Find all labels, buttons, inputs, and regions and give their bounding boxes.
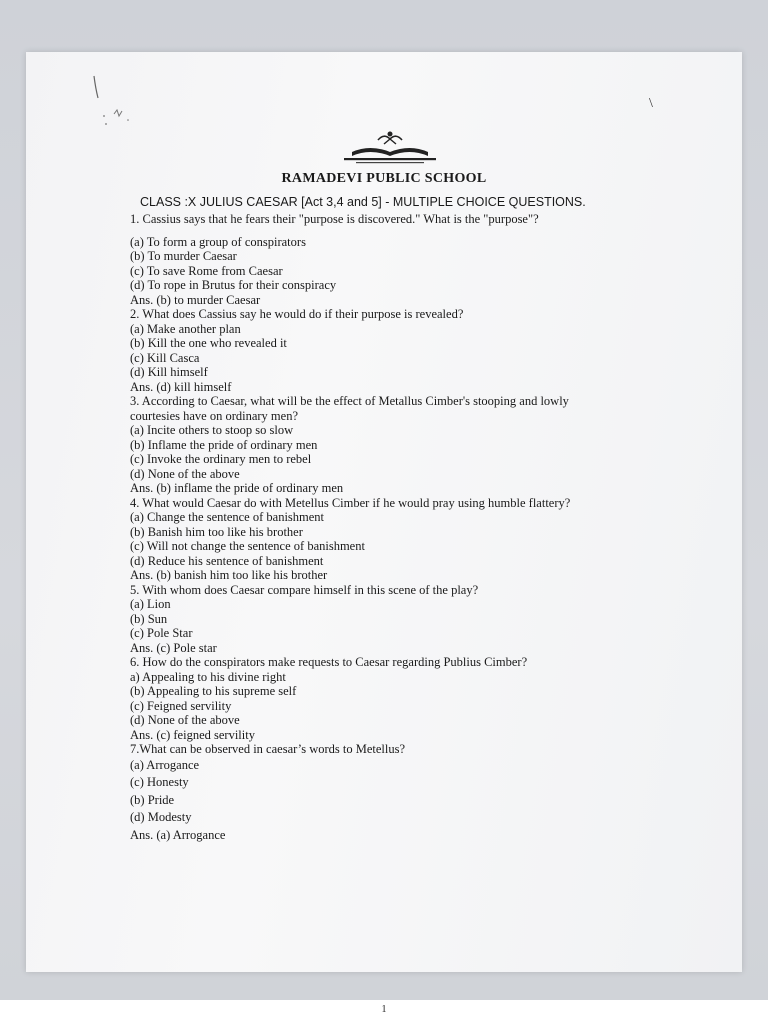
- text-line: (b) Appealing to his supreme self: [130, 684, 297, 698]
- text-line: (a) Incite others to stoop so slow: [130, 423, 294, 437]
- text-line: courtesies have on ordinary men?: [130, 408, 298, 423]
- text-line: (c) Kill Casca: [130, 350, 200, 365]
- text-line: Ans. (c) feigned servility: [130, 727, 255, 742]
- question-list: [130, 212, 650, 844]
- text-line: 3. According to Caesar, what will be the effect of Metallus Cimber's stooping and lowly: [130, 394, 569, 408]
- school-title: RAMADEVI PUBLIC SCHOOL: [281, 171, 487, 186]
- text-line: (b) Kill the one who revealed it: [130, 336, 287, 350]
- text-line: (b) Sun: [130, 611, 168, 626]
- text-line: Ans. (a) Arrogance: [130, 827, 226, 842]
- text-line: 6. How do the conspirators make requests to Caesar regarding Publius Cimber?: [130, 655, 528, 669]
- text-line: Ans. (b) to murder Caesar: [130, 292, 261, 307]
- text-line: 7.What can be observed in caesar’s words to Metellus?: [130, 742, 406, 756]
- text-line: a) Appealing to his divine right: [130, 669, 286, 684]
- text-line: (d) To rope in Brutus for their conspiracy: [130, 278, 337, 292]
- text-line: (c) Honesty: [130, 775, 189, 789]
- text-line: (d) None of the above: [130, 466, 240, 481]
- text-line: (d) Modesty: [130, 810, 192, 824]
- text-line: (b) Inflame the pride of ordinary men: [130, 437, 318, 452]
- corner-tick: \: [649, 96, 653, 111]
- text-line: (d) None of the above: [130, 713, 240, 727]
- text-line: 5. With whom does Caesar compare himself in this scene of the play?: [130, 582, 479, 597]
- text-line: (b) Pride: [130, 792, 175, 807]
- text-line: (b) To murder Caesar: [130, 249, 237, 263]
- text-line: 4. What would Caesar do with Metellus Cimber if he would pray using humble flattery?: [130, 495, 571, 510]
- text-line: 1. Cassius says that he fears their "purpose is discovered." What is the "purpose"?: [130, 212, 539, 226]
- text-line: Ans. (b) banish him too like his brother: [130, 568, 328, 582]
- text-line: (d) Kill himself: [130, 365, 208, 379]
- page-number: 1: [381, 1004, 387, 1015]
- text-line: (c) Invoke the ordinary men to rebel: [130, 452, 312, 466]
- text-line: (c) Feigned servility: [130, 698, 232, 713]
- text-line: (c) Will not change the sentence of banishment: [130, 539, 365, 553]
- question-7-options: [130, 757, 650, 845]
- text-line: (a) Arrogance: [130, 757, 200, 772]
- text-line: (d) Reduce his sentence of banishment: [130, 553, 324, 568]
- text-line: Ans. (b) inflame the pride of ordinary men: [130, 481, 344, 495]
- text-line: Ans. (c) Pole star: [130, 640, 217, 655]
- text-line: (c) To save Rome from Caesar: [130, 263, 283, 278]
- text-line: (b) Banish him too like his brother: [130, 524, 303, 539]
- text-line: Ans. (d) kill himself: [130, 379, 232, 394]
- text-line: (c) Pole Star: [130, 626, 193, 640]
- pencil-mark: [92, 74, 152, 134]
- text-line: (a) Lion: [130, 597, 171, 611]
- text-line: (a) Make another plan: [130, 321, 241, 336]
- worksheet-heading: CLASS :X JULIUS CAESAR [Act 3,4 and 5] - MULTIPLE CHOICE QUESTIONS.: [140, 195, 586, 209]
- text-line: (a) To form a group of conspirators: [130, 234, 306, 249]
- text-line: 2. What does Cassius say he would do if their purpose is revealed?: [130, 307, 464, 321]
- school-logo-icon: [340, 130, 440, 166]
- text-line: (a) Change the sentence of banishment: [130, 510, 325, 524]
